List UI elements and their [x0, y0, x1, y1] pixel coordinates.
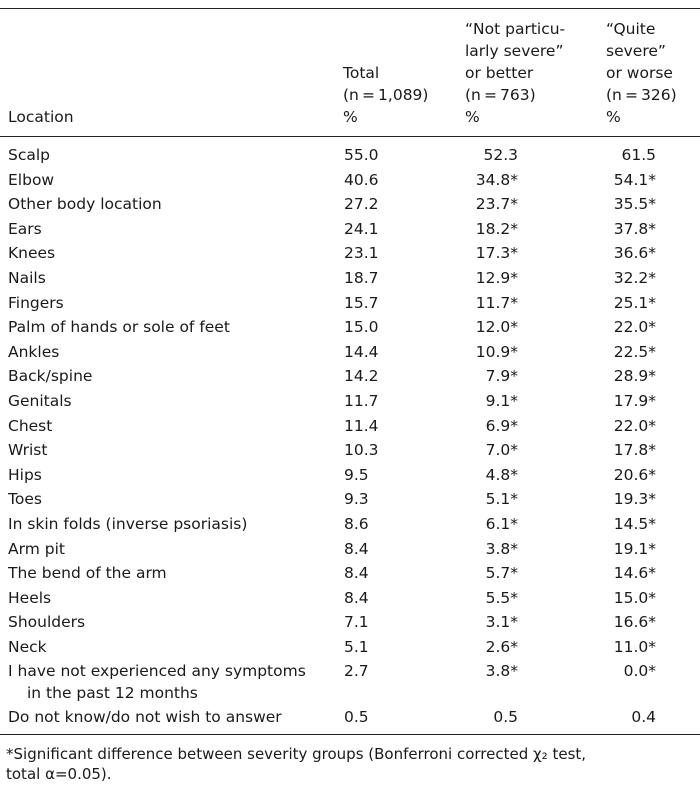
cell-not-severe: 12.0* [475, 318, 518, 337]
cell-total: 14.2 [344, 367, 379, 386]
header-quite-severe-line: severe” [606, 42, 666, 60]
cell-location [8, 513, 247, 535]
cell-total: 9.5 [344, 465, 369, 484]
cell-total: 7.1 [344, 613, 369, 632]
cell-location [8, 464, 42, 486]
cell-total: 0.5 [344, 708, 369, 727]
cell-quite-severe: 22.0* [613, 318, 656, 337]
cell-location [8, 365, 92, 387]
cell-location-line: Ears [8, 219, 42, 238]
cell-not-severe: 0.5 [493, 708, 518, 727]
cell-location [8, 292, 64, 314]
table-row [0, 706, 700, 731]
cell-not-severe: 6.9* [485, 416, 518, 435]
cell-location [8, 439, 47, 461]
table-row [0, 193, 700, 218]
cell-location-line: Genitals [8, 391, 72, 410]
cell-total: 10.3 [344, 441, 379, 460]
table-row [0, 538, 700, 563]
cell-location-line: Arm pit [8, 539, 65, 558]
cell-location-line: In skin folds (inverse psoriasis) [8, 514, 248, 533]
table-row [0, 316, 700, 341]
table-top-rule [0, 8, 700, 9]
cell-location-line: Toes [8, 490, 42, 509]
cell-quite-severe: 14.6* [613, 564, 656, 583]
header-total-line: % [343, 108, 358, 126]
cell-total: 8.4 [344, 539, 369, 558]
cell-location-line: in the past 12 months [27, 684, 198, 703]
cell-not-severe: 34.8* [475, 170, 518, 189]
cell-location-line: Wrist [8, 441, 48, 460]
cell-location-line: Hips [8, 465, 42, 484]
cell-total: 9.3 [344, 490, 369, 509]
cell-total: 24.1 [344, 219, 379, 238]
cell-not-severe: 3.8* [485, 539, 518, 558]
cell-location-line: I have not experienced any symptoms [8, 662, 306, 681]
cell-quite-severe: 0.4 [631, 708, 656, 727]
table-row [0, 488, 700, 513]
footnote-line: *Significant difference between severity groups (Bonferroni corrected χ₂ test, [6, 745, 587, 763]
cell-not-severe: 4.8* [485, 465, 518, 484]
cell-quite-severe: 22.0* [613, 416, 656, 435]
table-row [0, 390, 700, 415]
cell-not-severe: 23.7* [475, 195, 518, 214]
header-quite-severe-line: “Quite [606, 20, 656, 38]
cell-quite-severe: 19.1* [613, 539, 656, 558]
cell-quite-severe: 14.5* [613, 514, 656, 533]
cell-not-severe: 52.3 [483, 146, 518, 164]
cell-not-severe: 10.9* [475, 342, 518, 361]
cell-quite-severe: 32.2* [613, 268, 656, 287]
cell-total: 55.0 [344, 146, 379, 164]
cell-total: 23.1 [344, 244, 379, 263]
table-row [0, 611, 700, 636]
cell-quite-severe: 28.9* [613, 367, 656, 386]
cell-location [8, 193, 162, 215]
cell-location-line: Heels [8, 588, 52, 607]
cell-quite-severe: 20.6* [613, 465, 656, 484]
cell-total: 15.0 [344, 318, 379, 337]
header-bottom-rule [0, 136, 700, 137]
cell-location-line: Back/spine [8, 367, 93, 386]
table-row [0, 218, 700, 243]
header-location: Location [8, 108, 74, 126]
cell-location [8, 636, 47, 658]
table-row [0, 267, 700, 292]
table-row [0, 464, 700, 489]
table-row [0, 292, 700, 317]
cell-quite-severe: 15.0* [613, 588, 656, 607]
table-row [0, 636, 700, 661]
cell-location [8, 562, 167, 584]
header-quite-severe-line: (n = 326) [606, 86, 677, 104]
cell-total: 18.7 [344, 268, 379, 287]
cell-not-severe: 5.7* [485, 564, 518, 583]
header-total-line: (n = 1,089) [343, 86, 429, 104]
cell-quite-severe: 54.1* [613, 170, 656, 189]
header-quite-severe-line: % [606, 108, 621, 126]
header-not-severe-line: (n = 763) [465, 86, 536, 104]
table-bottom-rule [0, 734, 700, 735]
cell-total: 8.6 [344, 514, 369, 533]
cell-not-severe: 5.1* [485, 490, 518, 509]
table-row [0, 415, 700, 440]
cell-not-severe: 7.9* [485, 367, 518, 386]
cell-quite-severe: 35.5* [613, 195, 656, 214]
cell-location [8, 611, 85, 633]
cell-quite-severe: 17.9* [613, 391, 656, 410]
cell-location-line: Chest [8, 416, 53, 435]
table-body [0, 144, 700, 731]
cell-location [8, 341, 59, 363]
header-quite-severe [606, 18, 677, 128]
cell-location [8, 267, 46, 289]
cell-location [8, 144, 50, 166]
cell-quite-severe: 22.5* [613, 342, 656, 361]
cell-total: 11.7 [344, 391, 379, 410]
cell-location-line: Nails [8, 268, 46, 287]
table-row [0, 439, 700, 464]
header-total-line: Total [343, 64, 380, 82]
header-not-severe-line: % [465, 108, 480, 126]
cell-location [8, 488, 42, 510]
cell-not-severe: 12.9* [475, 268, 518, 287]
cell-location-line: Elbow [8, 170, 55, 189]
cell-quite-severe: 16.6* [613, 613, 656, 632]
cell-not-severe: 18.2* [475, 219, 518, 238]
header-not-severe-line: or better [465, 64, 534, 82]
table-row [0, 587, 700, 612]
cell-location-line: Fingers [8, 293, 64, 312]
cell-location-line: Scalp [8, 146, 51, 164]
table-row [0, 513, 700, 538]
cell-location [8, 218, 42, 240]
cell-location [8, 660, 306, 704]
cell-quite-severe: 11.0* [613, 637, 656, 656]
cell-location [8, 242, 55, 264]
table-row [0, 562, 700, 587]
cell-location-line: Palm of hands or sole of feet [8, 318, 230, 337]
cell-quite-severe: 61.5 [621, 146, 656, 164]
table-row [0, 660, 700, 706]
cell-not-severe: 5.5* [485, 588, 518, 607]
cell-quite-severe: 19.3* [613, 490, 656, 509]
table-footnote [6, 744, 696, 784]
header-not-severe [465, 18, 565, 128]
cell-location [8, 538, 65, 560]
cell-total: 5.1 [344, 637, 369, 656]
cell-not-severe: 6.1* [485, 514, 518, 533]
cell-not-severe: 11.7* [475, 293, 518, 312]
cell-location-line: Shoulders [8, 613, 86, 632]
table-row [0, 144, 700, 169]
cell-total: 14.4 [344, 342, 379, 361]
cell-not-severe: 7.0* [485, 441, 518, 460]
cell-location-line: The bend of the arm [8, 564, 167, 583]
footnote-line: total α=0.05). [6, 765, 112, 783]
header-quite-severe-line: or worse [606, 64, 673, 82]
table-row [0, 242, 700, 267]
cell-not-severe: 3.8* [485, 662, 518, 681]
cell-location-line: Neck [8, 637, 47, 656]
table-row [0, 341, 700, 366]
cell-not-severe: 2.6* [485, 637, 518, 656]
header-not-severe-line: “Not particu- [465, 20, 566, 38]
cell-total: 15.7 [344, 293, 379, 312]
cell-location-line: Ankles [8, 342, 60, 361]
header-not-severe-line: larly severe” [465, 42, 564, 60]
cell-total: 27.2 [344, 195, 379, 214]
cell-location [8, 169, 54, 191]
cell-quite-severe: 0.0* [623, 662, 656, 681]
cell-quite-severe: 25.1* [613, 293, 656, 312]
cell-location [8, 587, 51, 609]
cell-not-severe: 9.1* [485, 391, 518, 410]
cell-total: 8.4 [344, 588, 369, 607]
cell-total: 11.4 [344, 416, 379, 435]
cell-location [8, 390, 72, 412]
cell-not-severe: 17.3* [475, 244, 518, 263]
cell-total: 2.7 [344, 662, 369, 681]
cell-quite-severe: 36.6* [613, 244, 656, 263]
table-row [0, 169, 700, 194]
cell-location [8, 316, 230, 338]
table-row [0, 365, 700, 390]
header-total [343, 62, 428, 128]
cell-location-line: Other body location [8, 195, 162, 214]
cell-quite-severe: 37.8* [613, 219, 656, 238]
cell-location [8, 706, 282, 728]
cell-location-line: Do not know/do not wish to answer [8, 708, 282, 727]
cell-quite-severe: 17.8* [613, 441, 656, 460]
cell-total: 40.6 [344, 170, 379, 189]
cell-not-severe: 3.1* [485, 613, 518, 632]
cell-location-line: Knees [8, 244, 56, 263]
cell-total: 8.4 [344, 564, 369, 583]
cell-location [8, 415, 52, 437]
